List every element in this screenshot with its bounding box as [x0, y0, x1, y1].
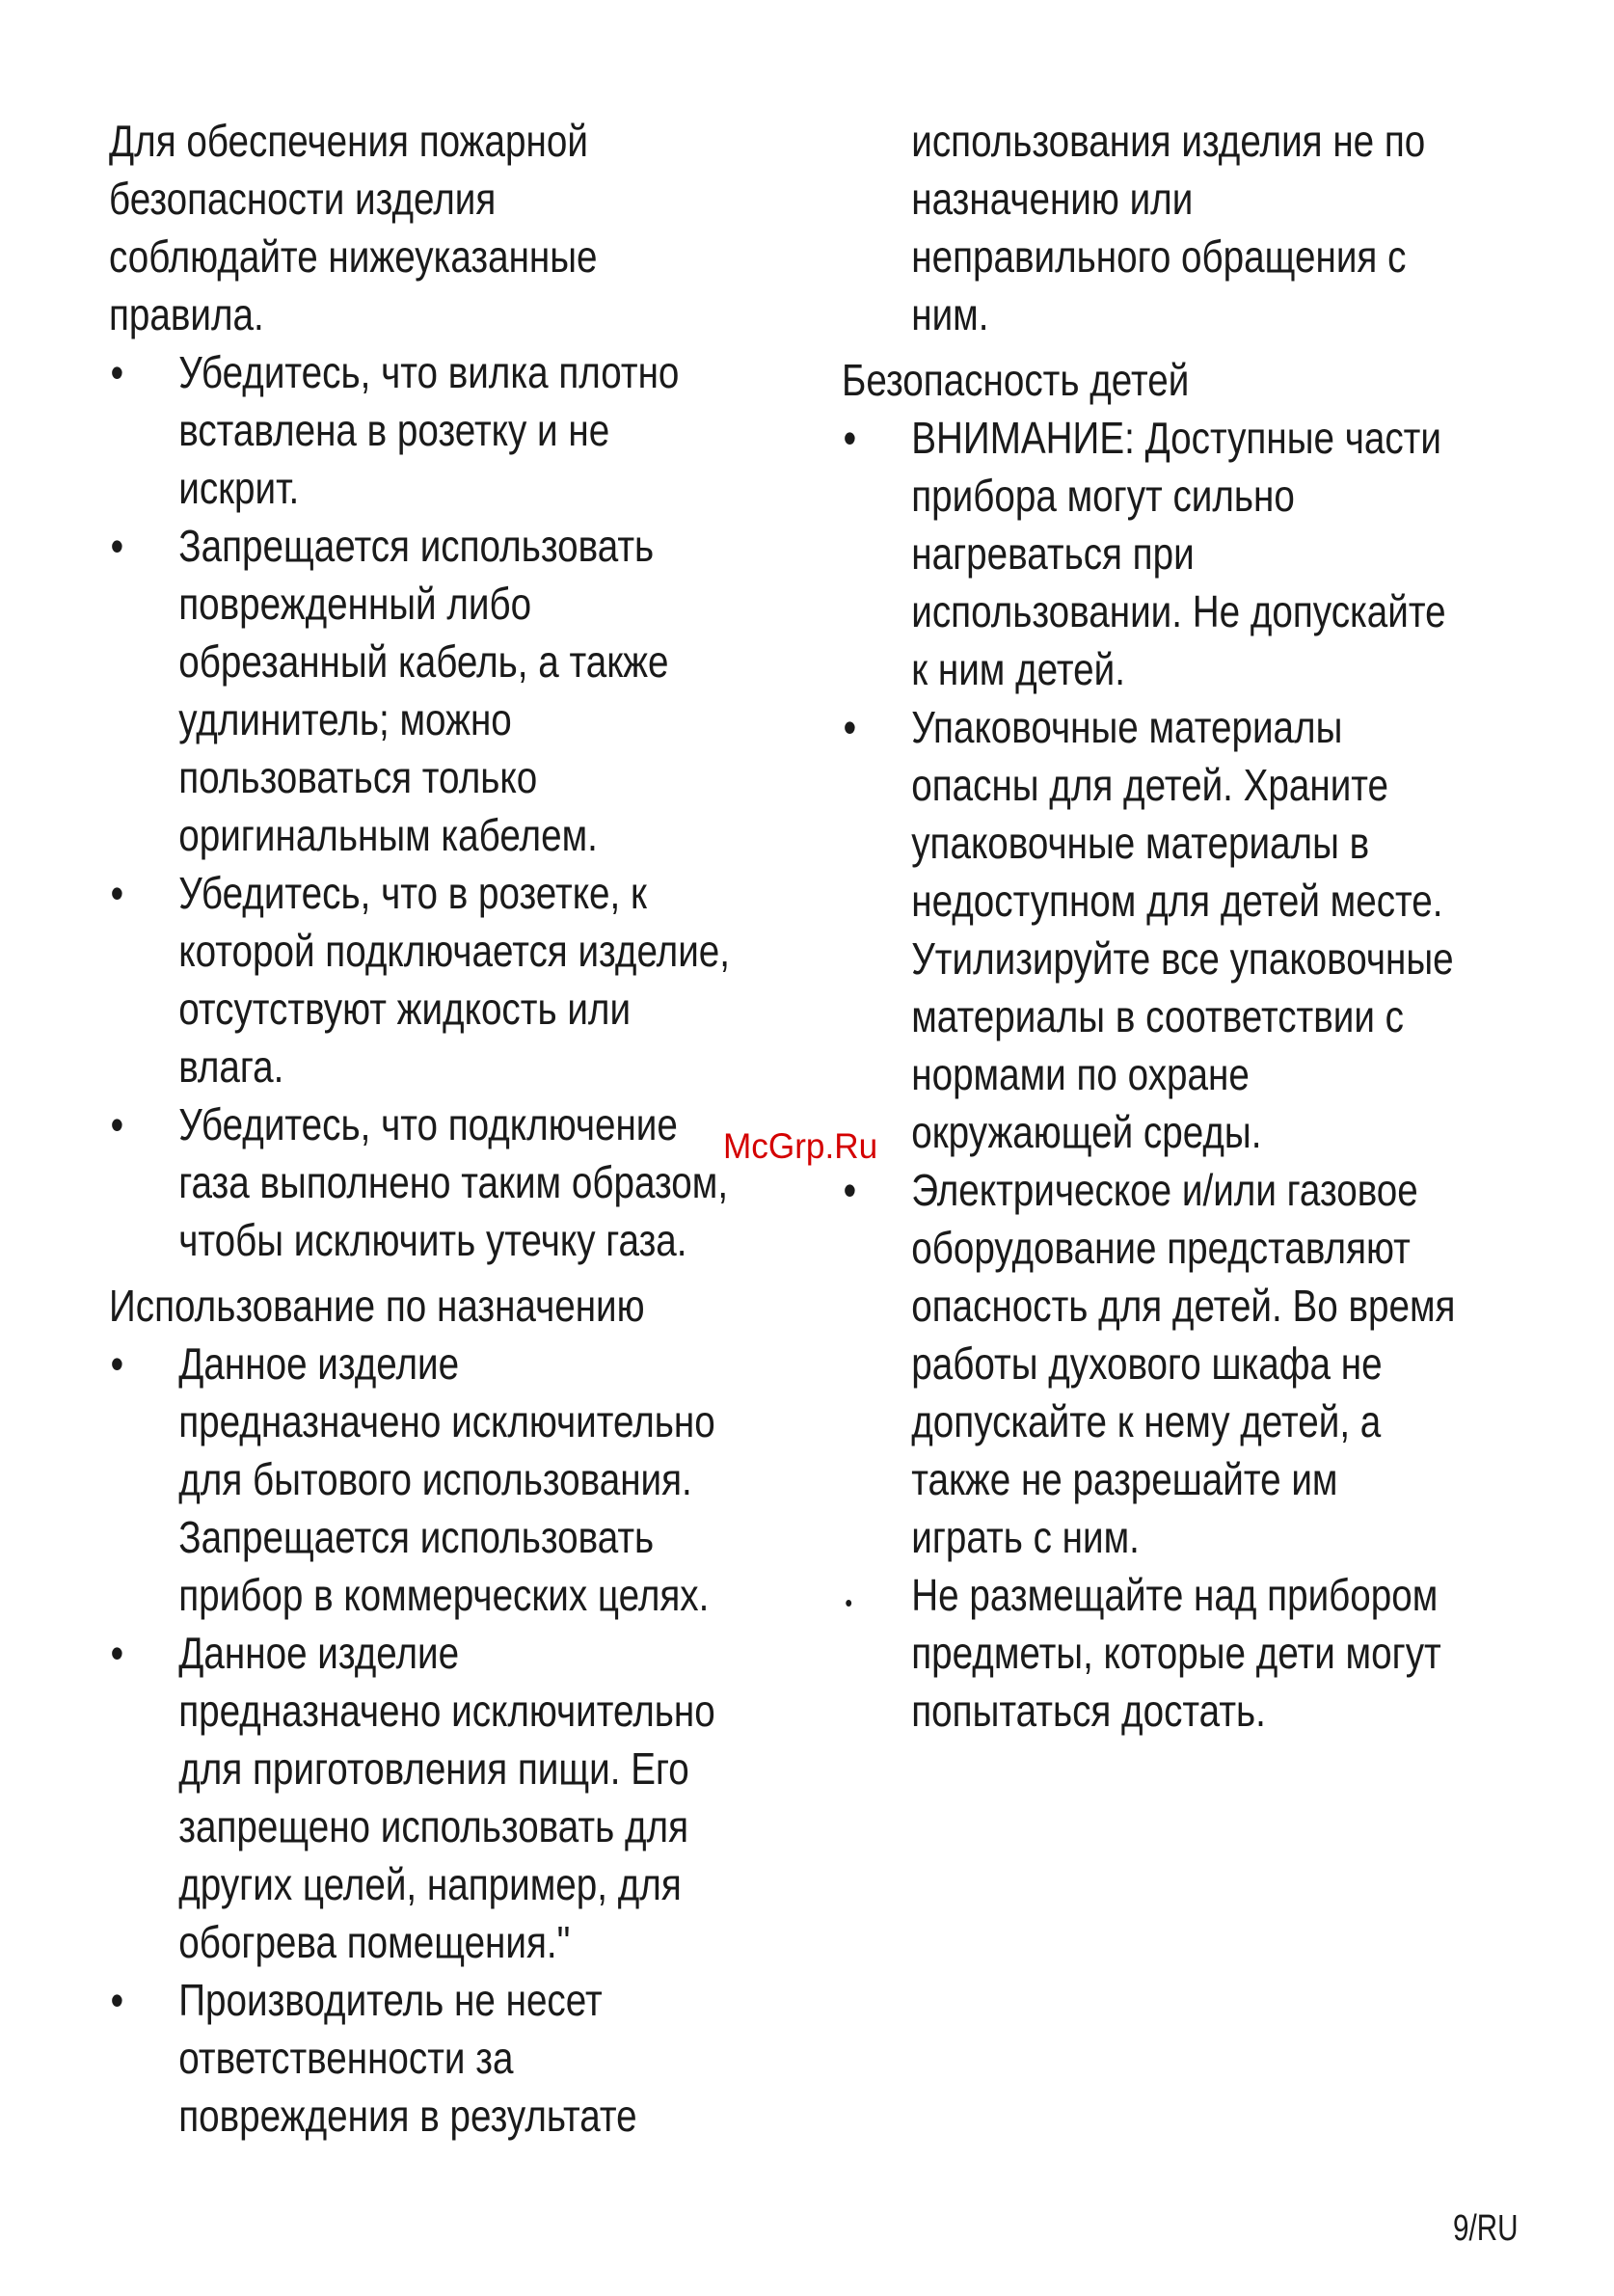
bullet-icon: • — [110, 347, 124, 397]
list-item: • ВНИМАНИЕ: Доступные части прибора могут сильно нагреваться при использовании. Не допускайте к ним детей. — [842, 409, 1482, 698]
bullet-icon: • — [110, 1099, 124, 1149]
child-safety-heading: Безопасность детей — [842, 355, 1190, 405]
bullet-icon: • — [110, 1338, 124, 1389]
watermark: McGrp.Ru — [723, 1126, 878, 1166]
bullet-icon: • — [110, 1628, 124, 1678]
list-item: • Данное изделие предназначено исключительно для приготовления пищи. Его запрещено использовать для других целей, например, для обогрева помещения." — [109, 1624, 733, 1971]
list-item: • Электрическое и/или газовое оборудование представляют опасность для детей. Во время работы духового шкафа не допускайте к нему детей, а также не разрешайте им играть с ним. — [842, 1161, 1482, 1566]
bullet-icon: • — [110, 868, 124, 918]
fire-safety-intro: Для обеспечения пожарной безопасности изделия соблюдайте нижеуказанные правила. — [109, 116, 598, 339]
usage-heading: Использование по назначению — [109, 1281, 645, 1331]
list-item: • Данное изделие предназначено исключительно для бытового использования. Запрещается использовать прибор в коммерческих целях. — [109, 1335, 733, 1624]
bullet-icon: • — [843, 702, 857, 752]
bullet-icon: • — [845, 1588, 853, 1617]
list-item: • Не размещайте над прибором предметы, которые дети могут попытаться достать. — [845, 1570, 1441, 1736]
child-safety-list — [842, 409, 1482, 1740]
list-item: • Убедитесь, что вилка плотно вставлена в розетку и не искрит. — [109, 343, 733, 517]
list-item: • Производитель не несет ответственности за повреждения в результате — [109, 1971, 733, 2145]
list-item: • Убедитесь, что подключение газа выполнено таким образом, чтобы исключить утечку газа. — [109, 1095, 733, 1269]
usage-continuation: использования изделия не по назначению или неправильного обращения с ним. — [911, 116, 1426, 339]
bullet-icon: • — [110, 521, 124, 571]
bullet-icon: • — [110, 1975, 124, 2025]
list-item: • Упаковочные материалы опасны для детей. Храните упаковочные материалы в недоступном для детей месте. Утилизируйте все упаковочные материалы в соответствии с нормами по охране окружающей среды. — [842, 698, 1482, 1161]
usage-list — [109, 1335, 733, 2145]
list-item: • Убедитесь, что в розетке, к которой подключается изделие, отсутствуют жидкость или влага. — [109, 864, 733, 1095]
bullet-icon: • — [843, 413, 857, 463]
right-column — [842, 112, 1482, 1740]
page-number: 9/RU — [1453, 2208, 1519, 2249]
list-item: • Запрещается использовать поврежденный либо обрезанный кабель, а также удлинитель; можно пользоваться только оригинальным кабелем. — [109, 517, 733, 864]
bullet-icon: • — [843, 1165, 857, 1215]
left-column — [109, 112, 733, 2145]
fire-safety-list — [109, 343, 733, 1269]
